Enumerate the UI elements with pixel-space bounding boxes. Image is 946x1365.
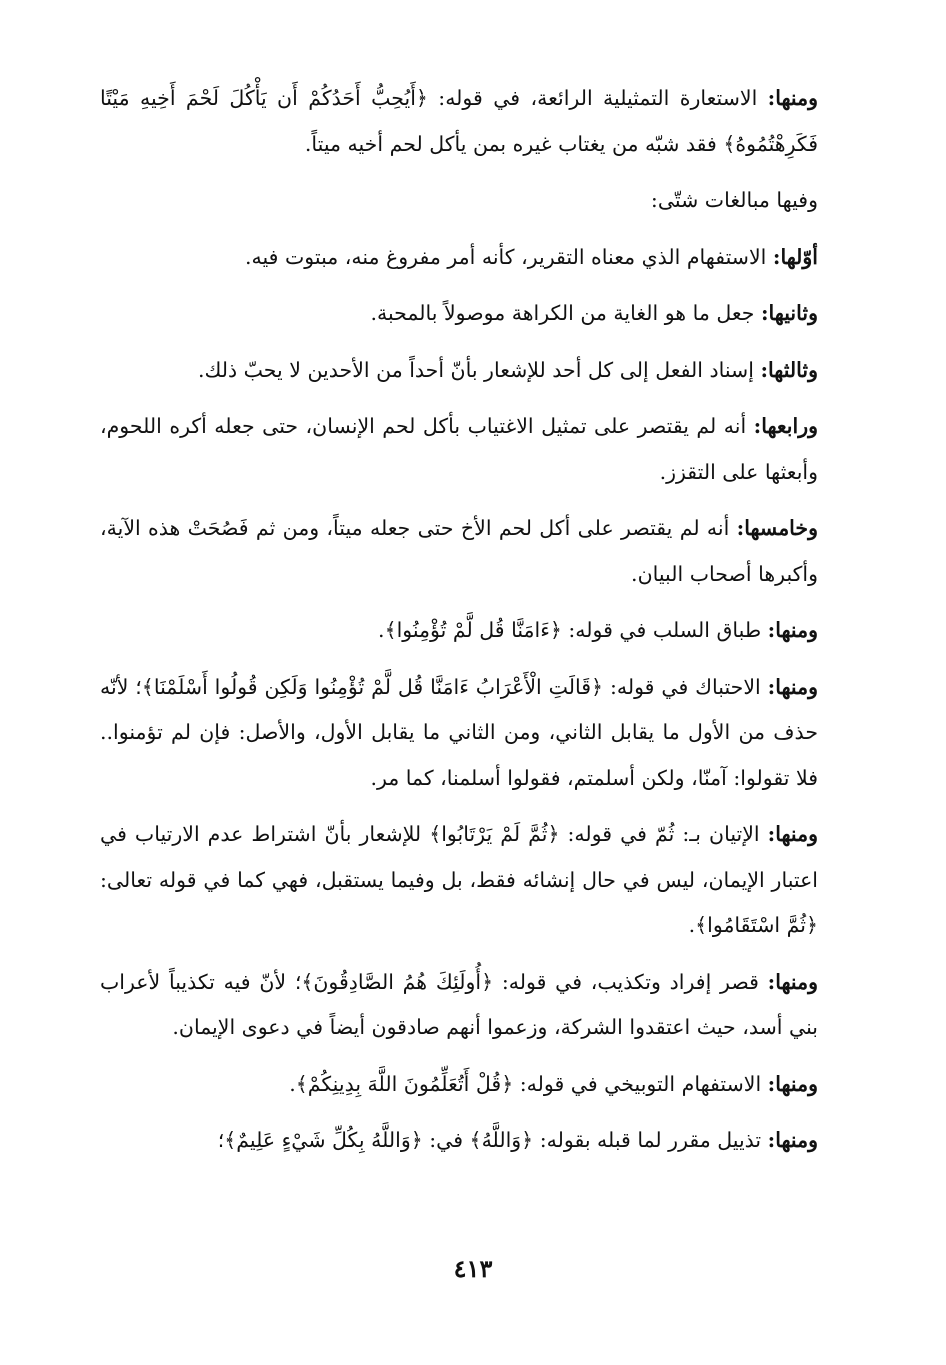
paragraph-lead: وخامسها: — [736, 516, 818, 540]
paragraph-text: الإتيان بـ: ثُمّ في قوله: ﴿ثُمَّ لَمْ يَرْتَابُوا﴾ للإشعار بأنّ اشتراط عدم الارتياب في اعتبار الإيمان، ليس في حال إنشائه فقط، بل وفيما يستقبل، فهي كما في قوله تعالى: ﴿ثُمَّ اسْتَقَامُوا﴾. — [100, 822, 818, 937]
paragraph-lead: وثالثها: — [760, 357, 818, 382]
paragraph — [100, 506, 818, 597]
paragraph — [100, 76, 818, 167]
paragraph — [100, 812, 818, 949]
paragraph — [100, 1062, 818, 1108]
paragraph-lead: ومنها: — [767, 86, 818, 110]
paragraph-text: أنه لم يقتصر على تمثيل الاغتياب بأكل لحم الإنسان، حتى جعله أكره اللحوم، وأبعثها على التقزز. — [100, 414, 818, 484]
paragraph-text: قصر إفراد وتكذيب، في قوله: ﴿أُولَئِكَ هُمُ الصَّادِقُونَ﴾؛ لأنّ فيه تكذيباً لأعراب بني أسد، حيث اعتقدوا الشركة، وزعموا أنهم صادقون أيضاً في دعوى الإيمان. — [100, 969, 818, 1039]
paragraph-text: جعل ما هو الغاية من الكراهة موصولاً بالمحبة. — [370, 301, 761, 325]
paragraph-text: تذييل مقرر لما قبله بقوله: ﴿وَاللَّهُ﴾ في: ﴿وَاللَّهُ بِكُلِّ شَيْءٍ عَلِيمٌ﴾؛ — [217, 1128, 768, 1152]
paragraph — [100, 1118, 818, 1164]
paragraph-text: وفيها مبالغات شتّى: — [650, 188, 818, 212]
paragraph-text: الاستعارة التمثيلية الرائعة، في قوله: ﴿أَيُحِبُّ أَحَدُكُمْ أَن يَأْكُلَ لَحْمَ أَخِيهِ مَيْتًا فَكَرِهْتُمُوهُ﴾ فقد شبّه من يغتاب غيره بمن يأكل لحم أخيه ميتاً. — [100, 86, 818, 156]
paragraph-lead: ومنها: — [767, 1128, 818, 1152]
paragraph-text: الاستفهام التوبيخي في قوله: ﴿قُلْ أَتُعَلِّمُونَ اللَّهَ بِدِينِكُمْ﴾. — [289, 1071, 768, 1096]
paragraph-text: أنه لم يقتصر على أكل لحم الأخ حتى جعله ميتاً، ومن ثم فَصُحَتْ هذه الآية، وأكبرها أصحاب البيان. — [100, 516, 818, 586]
paragraph-lead: ومنها: — [767, 822, 818, 846]
paragraph — [100, 235, 818, 281]
paragraph-text: الاستفهام الذي معناه التقرير، كأنه أمر مفروغ منه، مبتوت فيه. — [244, 244, 773, 269]
paragraph-text: طباق السلب في قوله: ﴿ءَامَنَّا قُل لَّمْ تُؤْمِنُوا﴾. — [378, 618, 768, 642]
page-body — [100, 76, 818, 1175]
paragraph-lead: وثانيها: — [760, 301, 818, 325]
paragraph-lead: ومنها: — [767, 674, 818, 699]
paragraph — [100, 348, 818, 394]
paragraph — [100, 404, 818, 495]
paragraph — [100, 178, 818, 224]
paragraph — [100, 665, 818, 802]
paragraph — [100, 608, 818, 654]
paragraph-lead: ومنها: — [767, 618, 818, 642]
paragraph-text: إسناد الفعل إلى كل أحد للإشعار بأنّ أحداً من الأحدين لا يحبّ ذلك. — [197, 357, 761, 382]
paragraph-text: الاحتباك في قوله: ﴿قَالَتِ الْأَعْرَابُ ءَامَنَّا قُل لَّمْ تُؤْمِنُوا وَلَكِن قُولُوا أَسْلَمْنَا﴾؛ لأنّه حذف من الأول ما يقابل الثاني، ومن الثاني ما يقابل الأول، والأصل: فإن لم تؤمنوا.. فلا تقولوا: آمنّا، ولكن أسلمتم، فقولوا أسلمنا، كما مر. — [100, 674, 818, 790]
paragraph — [100, 291, 818, 337]
paragraph-lead: أوّلها: — [772, 244, 818, 269]
paragraph-lead: ومنها: — [767, 969, 818, 994]
page-number: ٤١٣ — [453, 1254, 493, 1283]
paragraph-lead: ومنها: — [767, 1071, 818, 1096]
paragraph — [100, 960, 818, 1051]
paragraph-lead: ورابعها: — [753, 414, 818, 438]
